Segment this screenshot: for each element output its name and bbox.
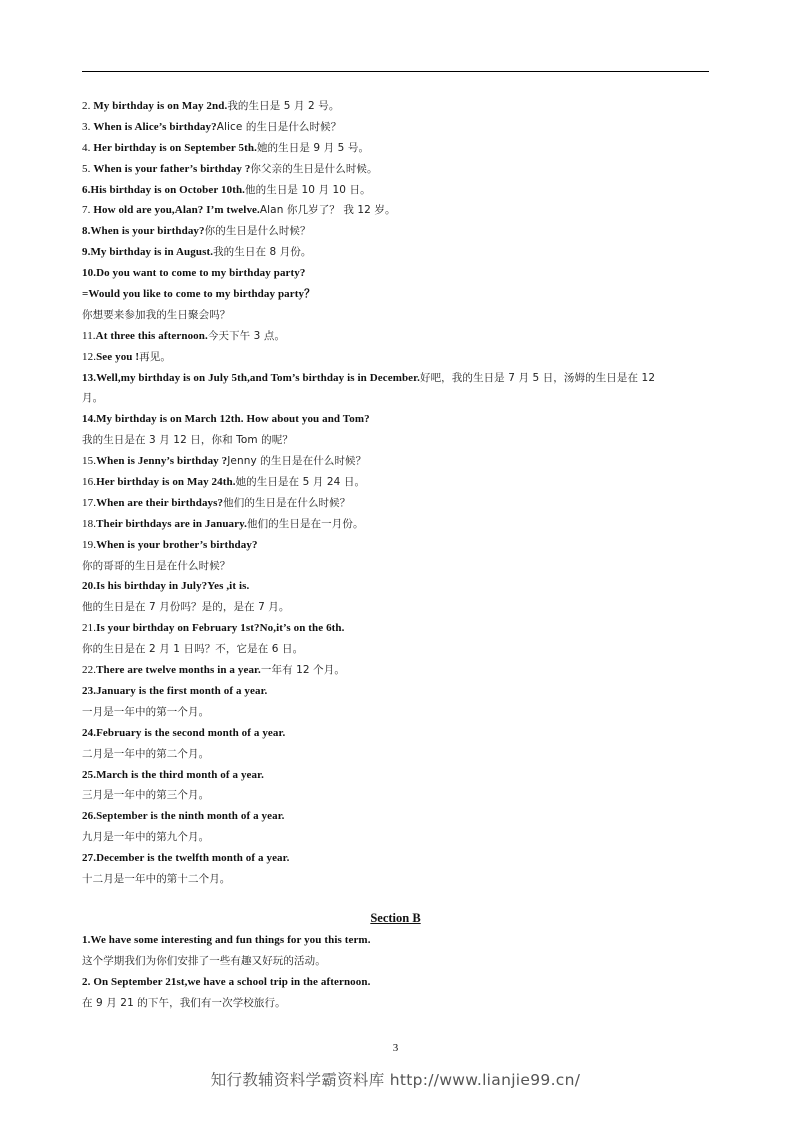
sentence-line xyxy=(82,972,712,993)
sentence-number: 15. xyxy=(82,455,97,468)
sentence-number: 26. xyxy=(82,810,97,823)
english-sentence: Is your birthday on February 1st?No,it’s on the 6th. xyxy=(96,622,345,635)
sentence-number: 2. xyxy=(82,100,94,112)
sentence-line xyxy=(82,242,712,263)
sentence-line xyxy=(82,514,712,535)
sentence-line xyxy=(82,472,712,493)
sentence-line xyxy=(82,993,712,1014)
chinese-translation: 月。 xyxy=(82,392,104,405)
english-sentence: When are their birthdays? xyxy=(96,496,224,509)
english-sentence: Is his birthday in July?Yes ,it is. xyxy=(96,580,250,593)
english-sentence: There are twelve months in a year. xyxy=(96,664,261,677)
section-b-sentence-list xyxy=(82,930,712,1014)
chinese-translation: 她的生日是在 5 月 24 日。 xyxy=(235,476,366,489)
sentence-line xyxy=(82,681,712,702)
chinese-translation: 你的生日是什么时候？ xyxy=(204,225,311,238)
sentence-line xyxy=(82,702,712,723)
sentence-number: 12. xyxy=(82,350,97,363)
chinese-translation: 我的生日在 8 月份。 xyxy=(213,246,312,259)
sentence-number: 23. xyxy=(82,684,97,697)
english-sentence: How old are you,Alan? I’m twelve. xyxy=(93,204,260,217)
english-sentence: Her birthday is on May 24th. xyxy=(96,476,236,489)
english-sentence: My birthday is in August. xyxy=(90,246,214,259)
sentence-line xyxy=(82,535,712,556)
sentence-line xyxy=(82,180,712,201)
sentence-number: 2. xyxy=(82,975,94,988)
sentence-number: 27. xyxy=(82,852,97,865)
sentence-number: 21. xyxy=(82,622,97,635)
chinese-translation: 他们的生日是在一月份。 xyxy=(246,517,364,530)
section-b-title: Section B xyxy=(370,911,421,925)
sentence-number: 13. xyxy=(82,371,97,384)
page-number: 3 xyxy=(392,1042,399,1054)
chinese-translation: 好吧，我的生日是 7 月 5 日，汤姆的生日是在 12 xyxy=(419,371,656,384)
chinese-translation: 在 9 月 21 的下午，我们有一次学校旅行。 xyxy=(82,996,286,1009)
english-sentence: Their birthdays are in January. xyxy=(96,517,247,530)
english-sentence: =Would you like to come to my birthday party？ xyxy=(82,288,316,301)
chinese-translation: 十二月是一年中的第十二个月。 xyxy=(82,872,231,885)
sentence-line xyxy=(82,660,712,681)
header-rule xyxy=(82,71,709,72)
sentence-number: 1. xyxy=(82,934,91,946)
sentence-line xyxy=(82,556,712,577)
english-sentence: March is the third month of a year. xyxy=(96,768,264,781)
sentence-line xyxy=(82,388,712,409)
chinese-translation: 二月是一年中的第二个月。 xyxy=(82,747,210,760)
sentence-line xyxy=(82,785,712,806)
sentence-line xyxy=(82,305,712,326)
sentence-line xyxy=(82,409,712,430)
chinese-translation: Alan 你几岁了？ 我 12 岁。 xyxy=(259,204,396,217)
sentence-line xyxy=(82,930,712,951)
chinese-translation: 他们的生日是在什么时候？ xyxy=(223,496,351,509)
chinese-translation: 我的生日是 5 月 2 号。 xyxy=(227,100,340,112)
chinese-translation: 这个学期我们为你们安排了一些有趣又好玩的活动。 xyxy=(82,954,326,967)
sentence-line xyxy=(82,597,712,618)
sentence-line xyxy=(82,765,712,786)
english-sentence: When is your brother’s birthday? xyxy=(96,538,258,551)
sentence-line xyxy=(82,723,712,744)
chinese-translation: 一年有 12 个月。 xyxy=(260,664,345,677)
section-a-sentence-list xyxy=(82,96,712,890)
watermark-text: 知行教辅资料学霸资料库 http://www.lianjie99.cn/ xyxy=(210,1071,581,1089)
sentence-number: 22. xyxy=(82,664,97,677)
english-sentence: When is your birthday? xyxy=(90,225,205,238)
sentence-line xyxy=(82,200,712,221)
chinese-translation: 你父亲的生日是什么时候。 xyxy=(250,162,378,175)
sentence-line xyxy=(82,639,712,660)
sentence-line xyxy=(82,221,712,242)
sentence-line xyxy=(82,284,712,305)
chinese-translation: 今天下午 3 点。 xyxy=(207,329,286,342)
sentence-line xyxy=(82,138,712,159)
english-sentence: On September 21st,we have a school trip in the afternoon. xyxy=(93,975,371,988)
sentence-number: 14. xyxy=(82,413,97,426)
sentence-line xyxy=(82,869,712,890)
chinese-translation: 九月是一年中的第九个月。 xyxy=(82,831,210,844)
sentence-line xyxy=(82,451,712,472)
sentence-line xyxy=(82,806,712,827)
sentence-number: 16. xyxy=(82,476,97,489)
sentence-number: 9. xyxy=(82,246,91,259)
english-sentence: My birthday is on March 12th. How about you and Tom? xyxy=(96,413,370,426)
english-sentence: January is the first month of a year. xyxy=(96,684,268,697)
sentence-number: 3. xyxy=(82,120,94,133)
sentence-line xyxy=(82,263,712,284)
sentence-number: 5. xyxy=(82,162,94,175)
english-sentence: My birthday is on May 2nd. xyxy=(93,100,228,112)
sentence-number: 4. xyxy=(82,141,94,154)
english-sentence: Well,my birthday is on July 5th,and Tom’s birthday is in December. xyxy=(96,371,420,384)
chinese-translation: 她的生日是 9 月 5 号。 xyxy=(256,141,370,154)
sentence-number: 20. xyxy=(82,580,97,593)
chinese-translation: 你的哥哥的生日是在什么时候？ xyxy=(82,559,231,572)
english-sentence: His birthday is on October 10th. xyxy=(90,183,246,196)
sentence-line xyxy=(82,951,712,972)
chinese-translation: Alice 的生日是什么时候？ xyxy=(216,120,342,133)
english-sentence: We have some interesting and fun things for you this term. xyxy=(90,934,371,946)
english-sentence: When is Jenny’s birthday ? xyxy=(96,455,228,468)
sentence-number: 6. xyxy=(82,183,91,196)
sentence-number: 11. xyxy=(82,329,96,342)
sentence-line xyxy=(82,744,712,765)
sentence-line xyxy=(82,576,712,597)
chinese-translation: 三月是一年中的第三个月。 xyxy=(82,789,210,802)
english-sentence: Do you want to come to my birthday party? xyxy=(96,267,306,280)
sentence-number: 19. xyxy=(82,538,97,551)
sentence-number: 8. xyxy=(82,225,91,238)
sentence-number: 25. xyxy=(82,768,97,781)
chinese-translation: 他的生日是 10 月 10 日。 xyxy=(245,183,371,196)
sentence-line xyxy=(82,430,712,451)
english-sentence: Her birthday is on September 5th. xyxy=(93,141,257,154)
sentence-number: 7. xyxy=(82,204,94,217)
chinese-translation: 一月是一年中的第一个月。 xyxy=(82,705,210,718)
chinese-translation: 再见。 xyxy=(139,350,171,363)
sentence-line xyxy=(82,827,712,848)
sentence-line xyxy=(82,96,712,117)
chinese-translation: Jenny 的生日是在什么时候？ xyxy=(227,455,367,468)
chinese-translation: 你想要来参加我的生日聚会吗？ xyxy=(82,308,231,321)
english-sentence: February is the second month of a year. xyxy=(96,726,286,739)
sentence-number: 18. xyxy=(82,517,97,530)
sentence-number: 17. xyxy=(82,496,97,509)
sentence-line xyxy=(82,326,712,347)
chinese-translation: 他的生日是在 7 月份吗？是的，是在 7 月。 xyxy=(82,601,290,614)
english-sentence: When is Alice’s birthday? xyxy=(93,120,217,133)
sentence-line xyxy=(82,117,712,138)
sentence-line xyxy=(82,368,712,389)
english-sentence: December is the twelfth month of a year. xyxy=(96,852,290,865)
sentence-line xyxy=(82,618,712,639)
sentence-number: 10. xyxy=(82,267,97,280)
english-sentence: September is the ninth month of a year. xyxy=(96,810,285,823)
english-sentence: When is your father’s birthday ? xyxy=(93,162,251,175)
sentence-line xyxy=(82,159,712,180)
english-sentence: See you ! xyxy=(96,350,140,363)
sentence-line xyxy=(82,848,712,869)
chinese-translation: 我的生日是在 3 月 12 日，你和 Tom 的呢？ xyxy=(82,434,293,447)
english-sentence: At three this afternoon. xyxy=(95,329,208,342)
sentence-line xyxy=(82,347,712,368)
chinese-translation: 你的生日是在 2 月 1 日吗？不，它是在 6 日。 xyxy=(82,643,304,656)
sentence-line xyxy=(82,493,712,514)
sentence-number: 24. xyxy=(82,726,97,739)
